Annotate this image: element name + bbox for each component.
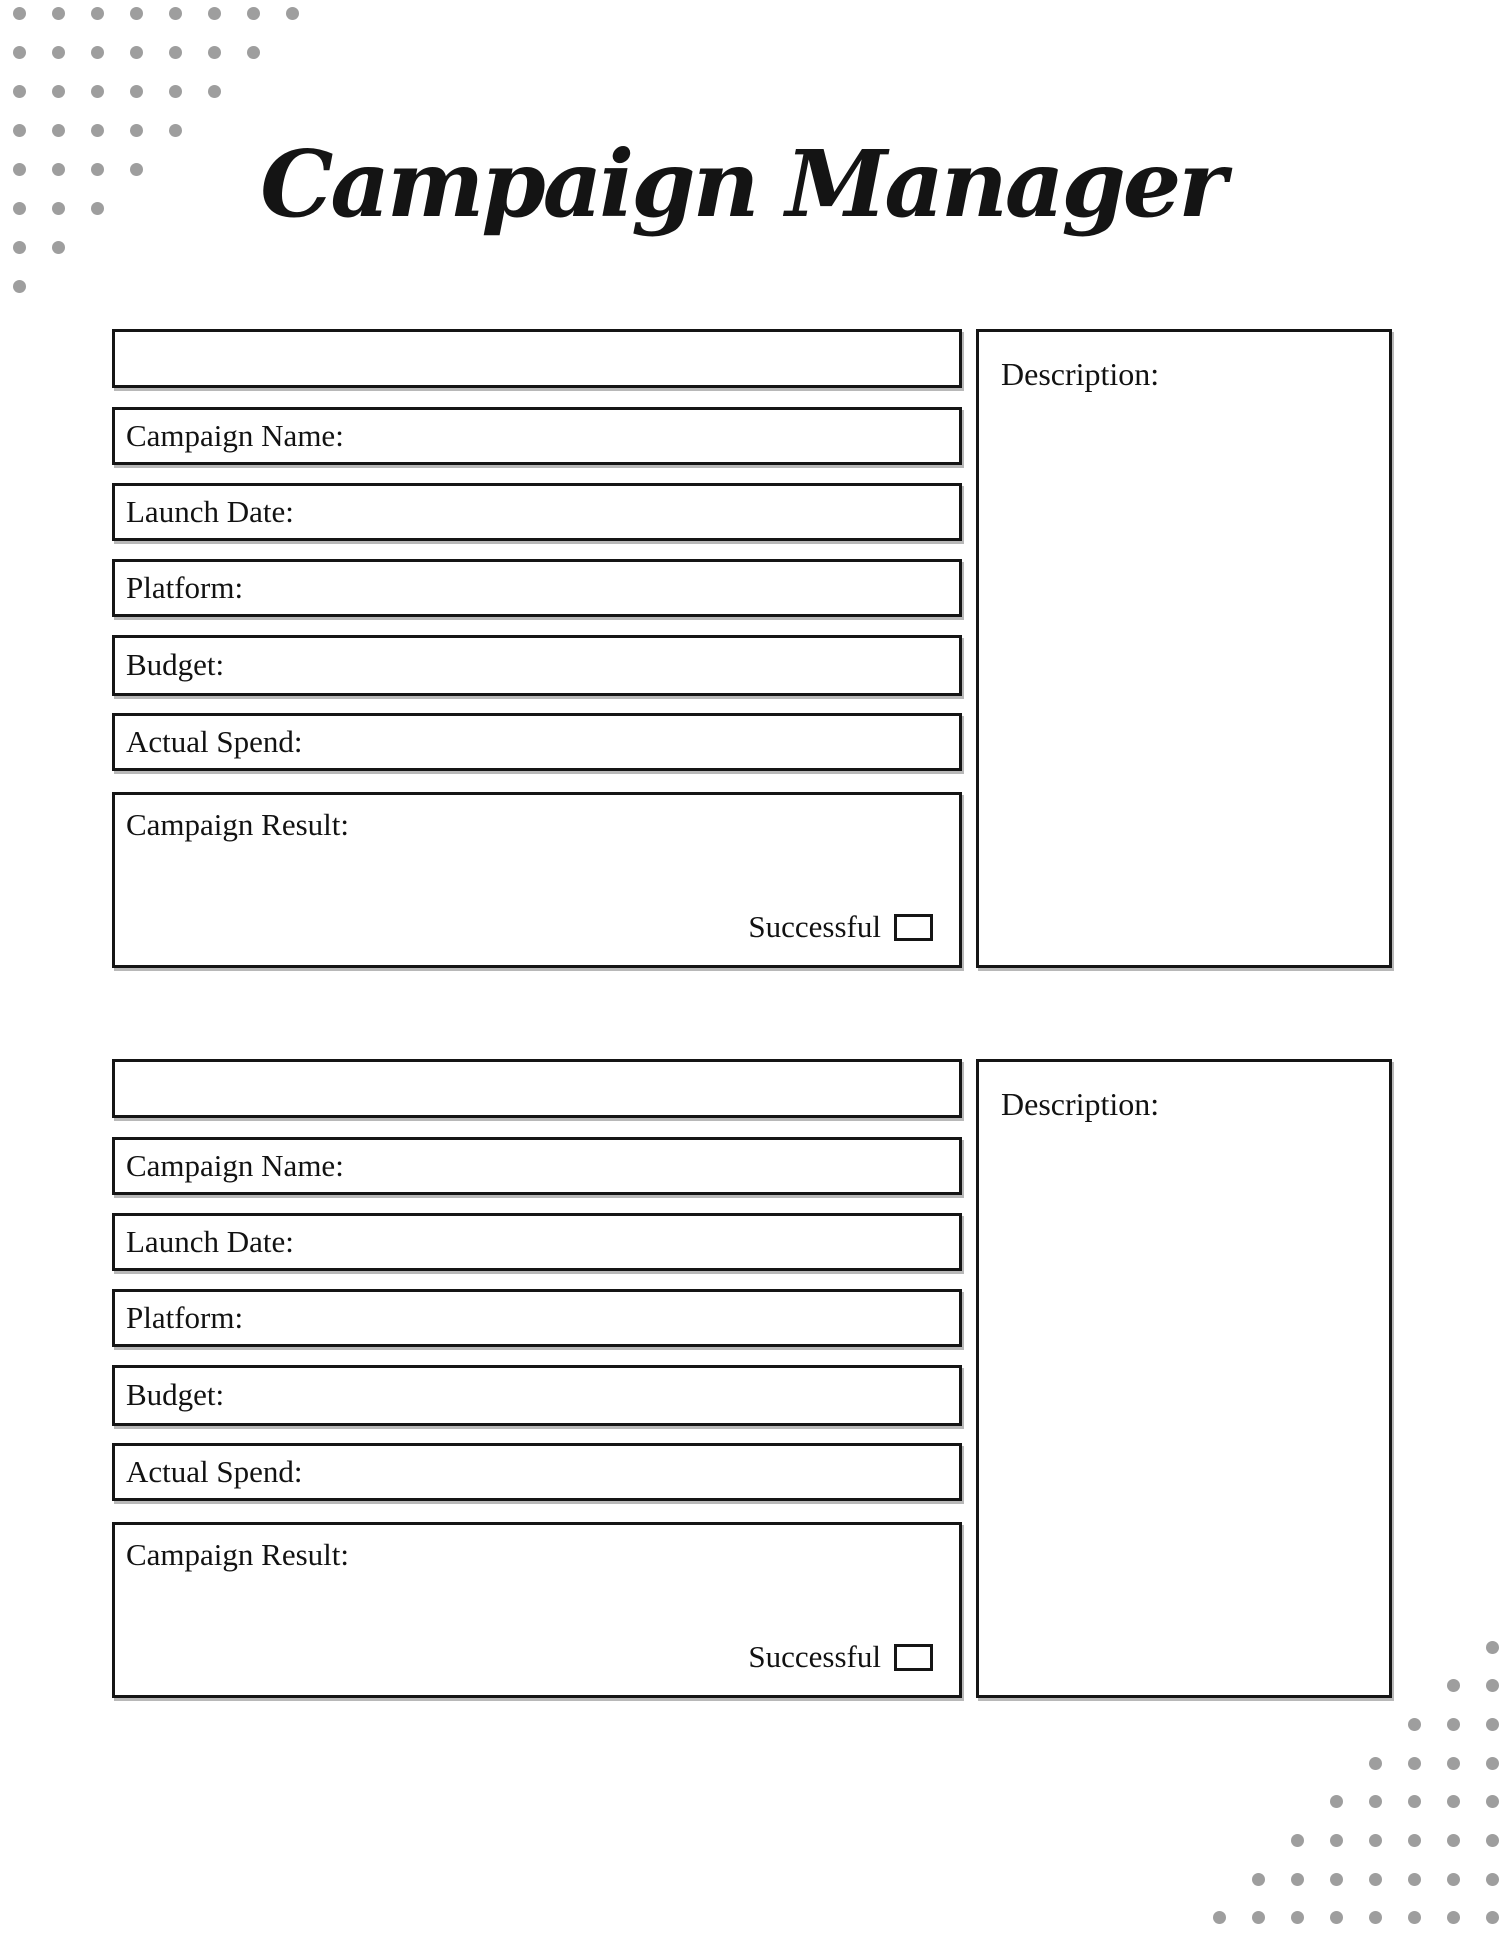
actual-spend-field[interactable] (112, 713, 962, 771)
actual-spend-label: Actual Spend: (126, 723, 303, 759)
page-title: Campaign Manager (260, 130, 1224, 238)
description-field[interactable] (976, 1059, 1392, 1698)
campaign-result-field[interactable] (112, 792, 962, 968)
campaign-result-label: Campaign Result: (126, 807, 350, 842)
campaign-result-label: Campaign Result: (126, 1537, 350, 1572)
platform-label: Platform: (126, 1299, 244, 1335)
budget-field[interactable] (112, 1365, 962, 1426)
budget-field[interactable] (112, 635, 962, 696)
campaign-name-label: Campaign Name: (126, 1147, 344, 1183)
platform-field[interactable] (112, 559, 962, 617)
description-field[interactable] (976, 329, 1392, 968)
campaign-name-label: Campaign Name: (126, 417, 344, 453)
campaign-header-field[interactable] (112, 1059, 962, 1118)
launch-date-field[interactable] (112, 483, 962, 541)
campaign-name-field[interactable] (112, 1137, 962, 1195)
campaign-name-field[interactable] (112, 407, 962, 465)
successful-row (748, 1639, 933, 1675)
campaign-card-2 (112, 1059, 1392, 1698)
campaign-result-field[interactable] (112, 1522, 962, 1698)
launch-date-label: Launch Date: (126, 493, 294, 529)
actual-spend-field[interactable] (112, 1443, 962, 1501)
budget-label: Budget: (126, 1377, 225, 1413)
platform-field[interactable] (112, 1289, 962, 1347)
successful-row (748, 909, 933, 945)
campaign-card-1 (112, 329, 1392, 968)
successful-checkbox[interactable] (894, 914, 933, 941)
successful-label: Successful (748, 909, 881, 944)
successful-label: Successful (748, 1639, 881, 1674)
actual-spend-label: Actual Spend: (126, 1453, 303, 1489)
launch-date-label: Launch Date: (126, 1223, 294, 1259)
campaign-header-field[interactable] (112, 329, 962, 388)
platform-label: Platform: (126, 569, 244, 605)
budget-label: Budget: (126, 647, 225, 683)
successful-checkbox[interactable] (894, 1644, 933, 1671)
description-label: Description: (1001, 1086, 1160, 1122)
description-label: Description: (1001, 356, 1160, 392)
launch-date-field[interactable] (112, 1213, 962, 1271)
